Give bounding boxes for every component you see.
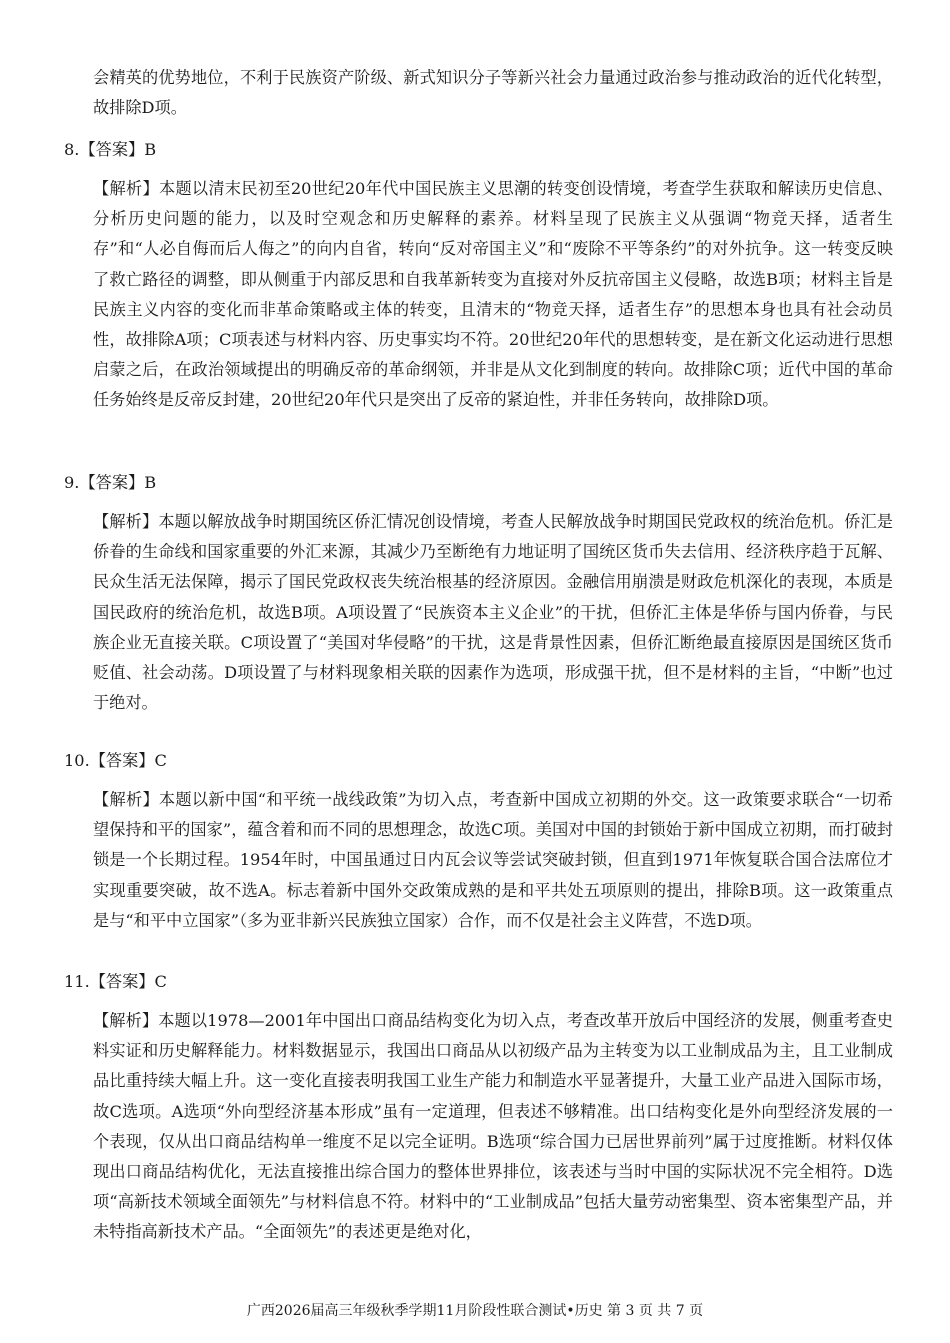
answer-11: 11.【答案】C (64, 972, 167, 991)
answer-8: 8.【答案】B (64, 140, 157, 159)
analysis-10: 【解析】本题以新中国“和平统一战线政策”为切入点，考查新中国成立初期的外交。这一政策要求联合“一切希望保持和平的国家”，蕴含着和而不同的思想理念，故选C项。美国对中国的封锁始于新中国成立初期，而打破封锁是一个长期过程。1954年时，中国虽通过日内瓦会议等尝试突破封锁，但直到1971年恢复联合国合法席位才实现重要突破，故不选A。标志着新中国外交政策成熟的是和平共处五项原则的提出，排除B项。这一政策重点是与“和平中立国家”（多为亚非新兴民族独立国家）合作，而不仅是社会主义阵营，不选D项。 (93, 790, 893, 930)
analysis-11: 【解析】本题以1978—2001年中国出口商品结构变化为切入点，考查改革开放后中国经济的发展，侧重考查史料实证和历史解释能力。材料数据显示，我国出口商品从以初级产品为主转变为以工业制成品为主，且工业制成品比重持续大幅上升。这一变化直接表明我国工业生产能力和制造水平显著提升，大量工业产品进入国际市场，故C选项。A选项“外向型经济基本形成”虽有一定道理，但表述不够精准。出口结构变化是外向型经济发展的一个表现，仅从出口商品结构单一维度不足以完全证明。B选项“综合国力已居世界前列”属于过度推断。材料仅体现出口商品结构优化，无法直接推出综合国力的整体世界排位，该表述与当时中国的实际状况不完全相符。D选项“高新技术领域全面领先”与材料信息不符。材料中的“工业制成品”包括大量劳动密集型、资本密集型产品，并未特指高新技术产品。“全面领先”的表述更是绝对化， (93, 1011, 893, 1242)
continuation-paragraph: 会精英的优势地位，不利于民族资产阶级、新式知识分子等新兴社会力量通过政治参与推动政治的近代化转型，故排除D项。 (93, 68, 893, 118)
answer-10: 10.【答案】C (64, 751, 167, 770)
analysis-9: 【解析】本题以解放战争时期国统区侨汇情况创设情境，考查人民解放战争时期国民党政权的统治危机。侨汇是侨眷的生命线和国家重要的外汇来源，其减少乃至断绝有力地证明了国统区货币失去信用、经济秩序趋于瓦解、民众生活无法保障，揭示了国民党政权丧失统治根基的经济原因。金融信用崩溃是财政危机深化的表现，本质是国民政府的统治危机，故选B项。A项设置了“民族资本主义企业”的干扰，但侨汇主体是华侨与国内侨眷，与民族企业无直接关联。C项设置了“美国对华侵略”的干扰，这是背景性因素，但侨汇断绝最直接原因是国统区货币贬值、社会动荡。D项设置了与材料现象相关联的因素作为选项，形成强干扰，但不是材料的主旨，“中断”也过于绝对。 (93, 512, 893, 713)
page-footer: 广西2026届高三年级秋季学期11月阶段性联合测试•历史 第 3 页 共 7 页 (246, 1303, 704, 1319)
analysis-8: 【解析】本题以清末民初至20世纪20年代中国民族主义思潮的转变创设情境，考查学生获取和解读历史信息、分析历史问题的能力，以及时空观念和历史解释的素养。材料呈现了民族主义从强调“物竞天择，适者生存”和“人必自侮而后人侮之”的向内自省，转向“反对帝国主义”和“废除不平等条约”的对外抗争。这一转变反映了救亡路径的调整，即从侧重于内部反思和自我革新转变为直接对外反抗帝国主义侵略，故选B项；材料主旨是民族主义内容的变化而非革命策略或主体的转变，且清末的“物竞天择，适者生存”的思想本身也具有社会动员性，故排除A项；C项表述与材料内容、历史事实均不符。20世纪20年代的思想转变，是在新文化运动进行思想启蒙之后，在政治领域提出的明确反帝的革命纲领，并非是从文化到制度的转向。故排除C项；近代中国的革命任务始终是反帝反封建，20世纪20年代只是突出了反帝的紧迫性，并非任务转向，故排除D项。 (93, 179, 893, 410)
answer-9: 9.【答案】B (64, 473, 157, 492)
